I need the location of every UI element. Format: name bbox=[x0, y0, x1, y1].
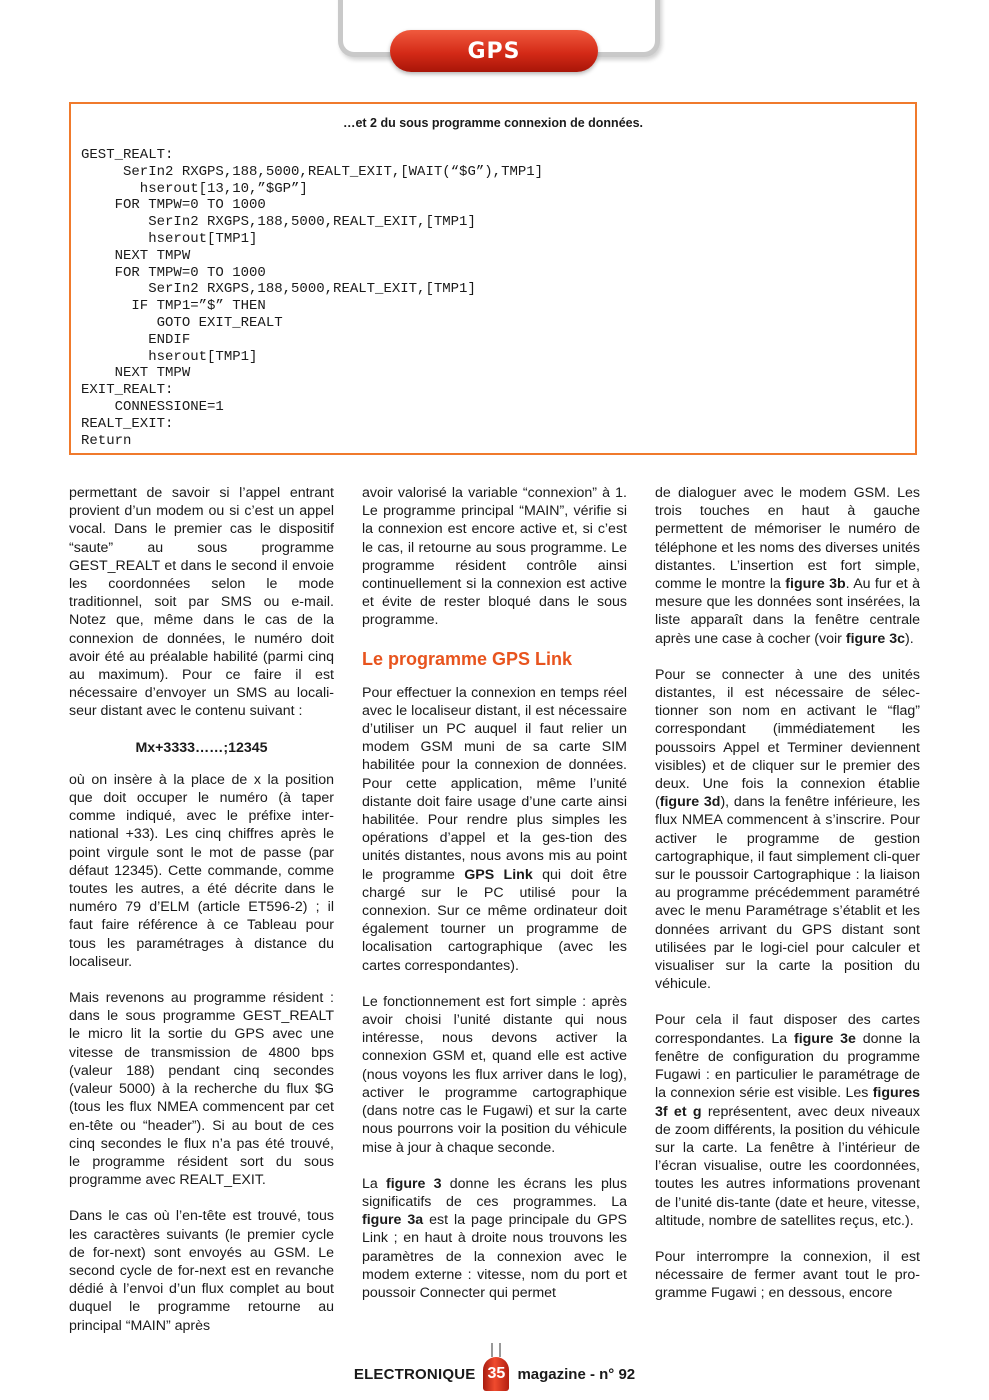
sms-command: Mx+3333……;12345 bbox=[135, 739, 268, 756]
paragraph: La figure 3 donne les écrans les plus significatifs de ces programmes. La figure 3a est la page principale du GPS Link ; en haut à droite nous trouvons les paramètres de la connexion avec le modem externe : vitesse, nom du port et poussoir Connecter qui permet bbox=[362, 1175, 627, 1301]
led-page-number-icon bbox=[483, 1357, 509, 1391]
text-column-2 bbox=[362, 484, 627, 1320]
paragraph: de dialoguer avec le modem GSM. Les trois touches en haut à gauche permettent de mémoriser le numéro de téléphone et les noms des diverses unités distantes. L’insertion est fort simple, comme le montre la figure 3b. Au fur et à mesure que les données sont insérées, la liste apparaît dans la fenêtre centrale après une case à cocher (voir figure 3c). bbox=[655, 485, 920, 647]
code-line: IF TMP1=”$” THEN bbox=[81, 298, 266, 315]
issue-label: magazine - n° 92 bbox=[517, 1365, 636, 1383]
page-number: 35 bbox=[487, 1365, 506, 1382]
code-listing-box bbox=[69, 102, 917, 455]
paragraph: avoir valorisé la variable “connexion” à 1. Le programme principal “MAIN”, vérifie si la connexion est encore active et, si c’est le cas, il retourne au sous programme. Le programme résident contrôle ainsi continuellement si la connexion est active et évite de rester bloqué dans le sous programme. bbox=[362, 485, 627, 629]
section-tab bbox=[390, 30, 598, 72]
program-name: GPS Link bbox=[464, 866, 533, 883]
paragraph: Dans le cas où l’en-tête est trouvé, tous les caractères suivants (le premier cycle de for-next) sont envoyés au GSM. Le second cycle de for-next est en revanche dédié à l’envoi d’un flux complet au bout duquel le programme retourne au principal “MAIN” après bbox=[69, 1208, 334, 1334]
paragraph: Pour interrompre la connexion, il est nécessaire de fermer avant tout le pro-gramme Fugawi ; en dessous, encore bbox=[655, 1248, 920, 1302]
paragraph: Mais revenons au programme résident : dans le sous programme GEST_REALT le micro lit la sortie du GPS avec une vitesse de transmission de 4800 bps (valeur 188) pendant cinq secondes (valeur 5000) à la recherche du flux $G (tous les flux NMEA commencent par cet en-tête ou “header”). Si au bout de ces cinq secondes le flux n’a pas été trouvé, le programme résident sort du sous programme avec REALT_EXIT. bbox=[69, 990, 334, 1189]
code-line: SerIn2 RXGPS,188,5000,REALT_EXIT,[WAIT(“$G”),TMP1] bbox=[81, 163, 544, 180]
figure-ref: figure 3b bbox=[785, 576, 846, 593]
figure-ref: figure 3e bbox=[793, 1030, 856, 1047]
figure-ref: figure 3 bbox=[386, 1175, 442, 1192]
magazine-brand: ELECTRONIQUE bbox=[353, 1365, 476, 1383]
code-line: REALT_EXIT: bbox=[81, 415, 174, 432]
paragraph: permettant de savoir si l’appel entrant provient d’un modem ou si c’est un appel vocal. Dans le premier cas le dispositif “saute” au sous programme GEST_REALT et dans le second il envoie les coordonnées selon le mode traditionnel, soit par SMS ou e-mail. Notez que, même dans le cas de la connexion de données, le numéro doit avoir été au préalable habilité (parmi cinq au maximum). Pour ce faire il est nécessaire d’envoyer un SMS au locali-seur distant avec le contenu suivant : bbox=[69, 485, 334, 720]
code-line: hserout[TMP1] bbox=[81, 348, 258, 365]
code-line: FOR TMPW=0 TO 1000 bbox=[81, 264, 266, 281]
code-line: hserout[13,10,”$GP”] bbox=[81, 180, 308, 197]
code-line: EXIT_REALT: bbox=[81, 382, 174, 399]
section-label: GPS bbox=[467, 38, 521, 64]
code-line: GOTO EXIT_REALT bbox=[81, 314, 283, 331]
text-column-3 bbox=[655, 484, 920, 1321]
paragraph: Pour se connecter à une des unités distantes, il est nécessaire de sélec-tionner son nom en activant le “flag” correspondant (immédiatement les poussoirs Appel et Terminer deviennent visibles) et de cliquer sur le premier des deux. Une fois la connexion établie (figure 3d), dans la fenêtre inférieure, les flux NMEA commencent à s’inscrire. Pour activer le programme de gestion cartographique, il faut simplement cli-quer sur le poussoir Cartographique : la liaison au programme précédemment paramétré avec le menu Paramétrage s’établit et les données arrivant du GPS distant sont utilisées par le logi-ciel pour calculer et visualiser sur la carte la position du véhicule. bbox=[655, 666, 921, 993]
paragraph: Pour cela il faut disposer des cartes correspondantes. La figure 3e donne la fenêtre de configuration du programme Fugawi : en particulier le paramétrage de la connexion série est visible. Les figures 3f et g représentent, avec deux niveaux de zoom différents, la position du véhicule sur la carte. La fenêtre à l’intérieur de l’écran visualise, outre les coordonnées, toutes les autres informations provenant de l’unité dis-tante (date et heure, vitesse, altitude, nombre de satellites reçus, etc.). bbox=[655, 1012, 920, 1229]
page-footer bbox=[0, 1360, 989, 1388]
figure-ref: figures 3f et g bbox=[655, 1085, 920, 1120]
code-line: ENDIF bbox=[81, 331, 191, 348]
figure-ref: figure 3d bbox=[659, 794, 721, 811]
code-line: CONNESSIONE=1 bbox=[81, 398, 224, 415]
code-line: Return bbox=[81, 432, 132, 449]
code-line: NEXT TMPW bbox=[81, 365, 191, 382]
code-line: GEST_REALT: bbox=[81, 147, 174, 163]
code-line: SerIn2 RXGPS,188,5000,REALT_EXIT,[TMP1] bbox=[81, 281, 476, 298]
code-line: SerIn2 RXGPS,188,5000,REALT_EXIT,[TMP1] bbox=[81, 214, 476, 231]
figure-ref: figure 3a bbox=[362, 1212, 424, 1229]
section-heading: Le programme GPS Link bbox=[362, 648, 573, 669]
code-line: NEXT TMPW bbox=[81, 247, 191, 264]
paragraph: Pour effectuer la connexion en temps réel avec le localiseur distant, il est nécessaire d’utiliser un PC auquel il faut relier un modem GSM muni de sa carte SIM habilitée pour la connexion de données. Pour cette application, même l’unité distante doit faire usage d’une carte ainsi habilitée. Pour rendre plus simples les opérations d’appel et la ges-tion des unités distantes, nous avons mis au point le programme GPS Link qui doit être chargé sur le PC utilisé pour la connexion. Sur ce même ordinateur doit également tourner un programme de localisation cartographique (avec les cartes correspondantes). bbox=[362, 684, 627, 974]
code-line: hserout[TMP1] bbox=[81, 230, 258, 247]
paragraph: où on insère à la place de x la position que doit occuper le numéro (à taper comme indiqué, avec le préfixe inter-national +33). Les cinq chiffres après le point virgule sont le mot de passe (par défaut 12345). Cette commande, comme toutes les autres, a été décrite dans le numéro 79 d’ELM (article ET596-2) ; il faut faire référence à ce Tableau pour tous les paramétrages à distance du localiseur. bbox=[69, 771, 334, 970]
code-listing bbox=[81, 147, 543, 449]
code-line: FOR TMPW=0 TO 1000 bbox=[81, 197, 266, 214]
paragraph: Le fonctionnement est fort simple : après avoir choisi l’unité distante qui nous intéresse, nous devons activer la connexion GSM et, quand elle est active (nous voyons les flux arriver dans le log), activer le programme cartographique (dans notre cas le Fugawi) et sur la carte nous pourrons voir la position du véhicule mise à jour à chaque seconde. bbox=[362, 993, 627, 1156]
text-column-1 bbox=[69, 484, 334, 1353]
figure-ref: figure 3c bbox=[845, 630, 905, 647]
code-caption: …et 2 du sous programme connexion de données. bbox=[342, 116, 644, 130]
